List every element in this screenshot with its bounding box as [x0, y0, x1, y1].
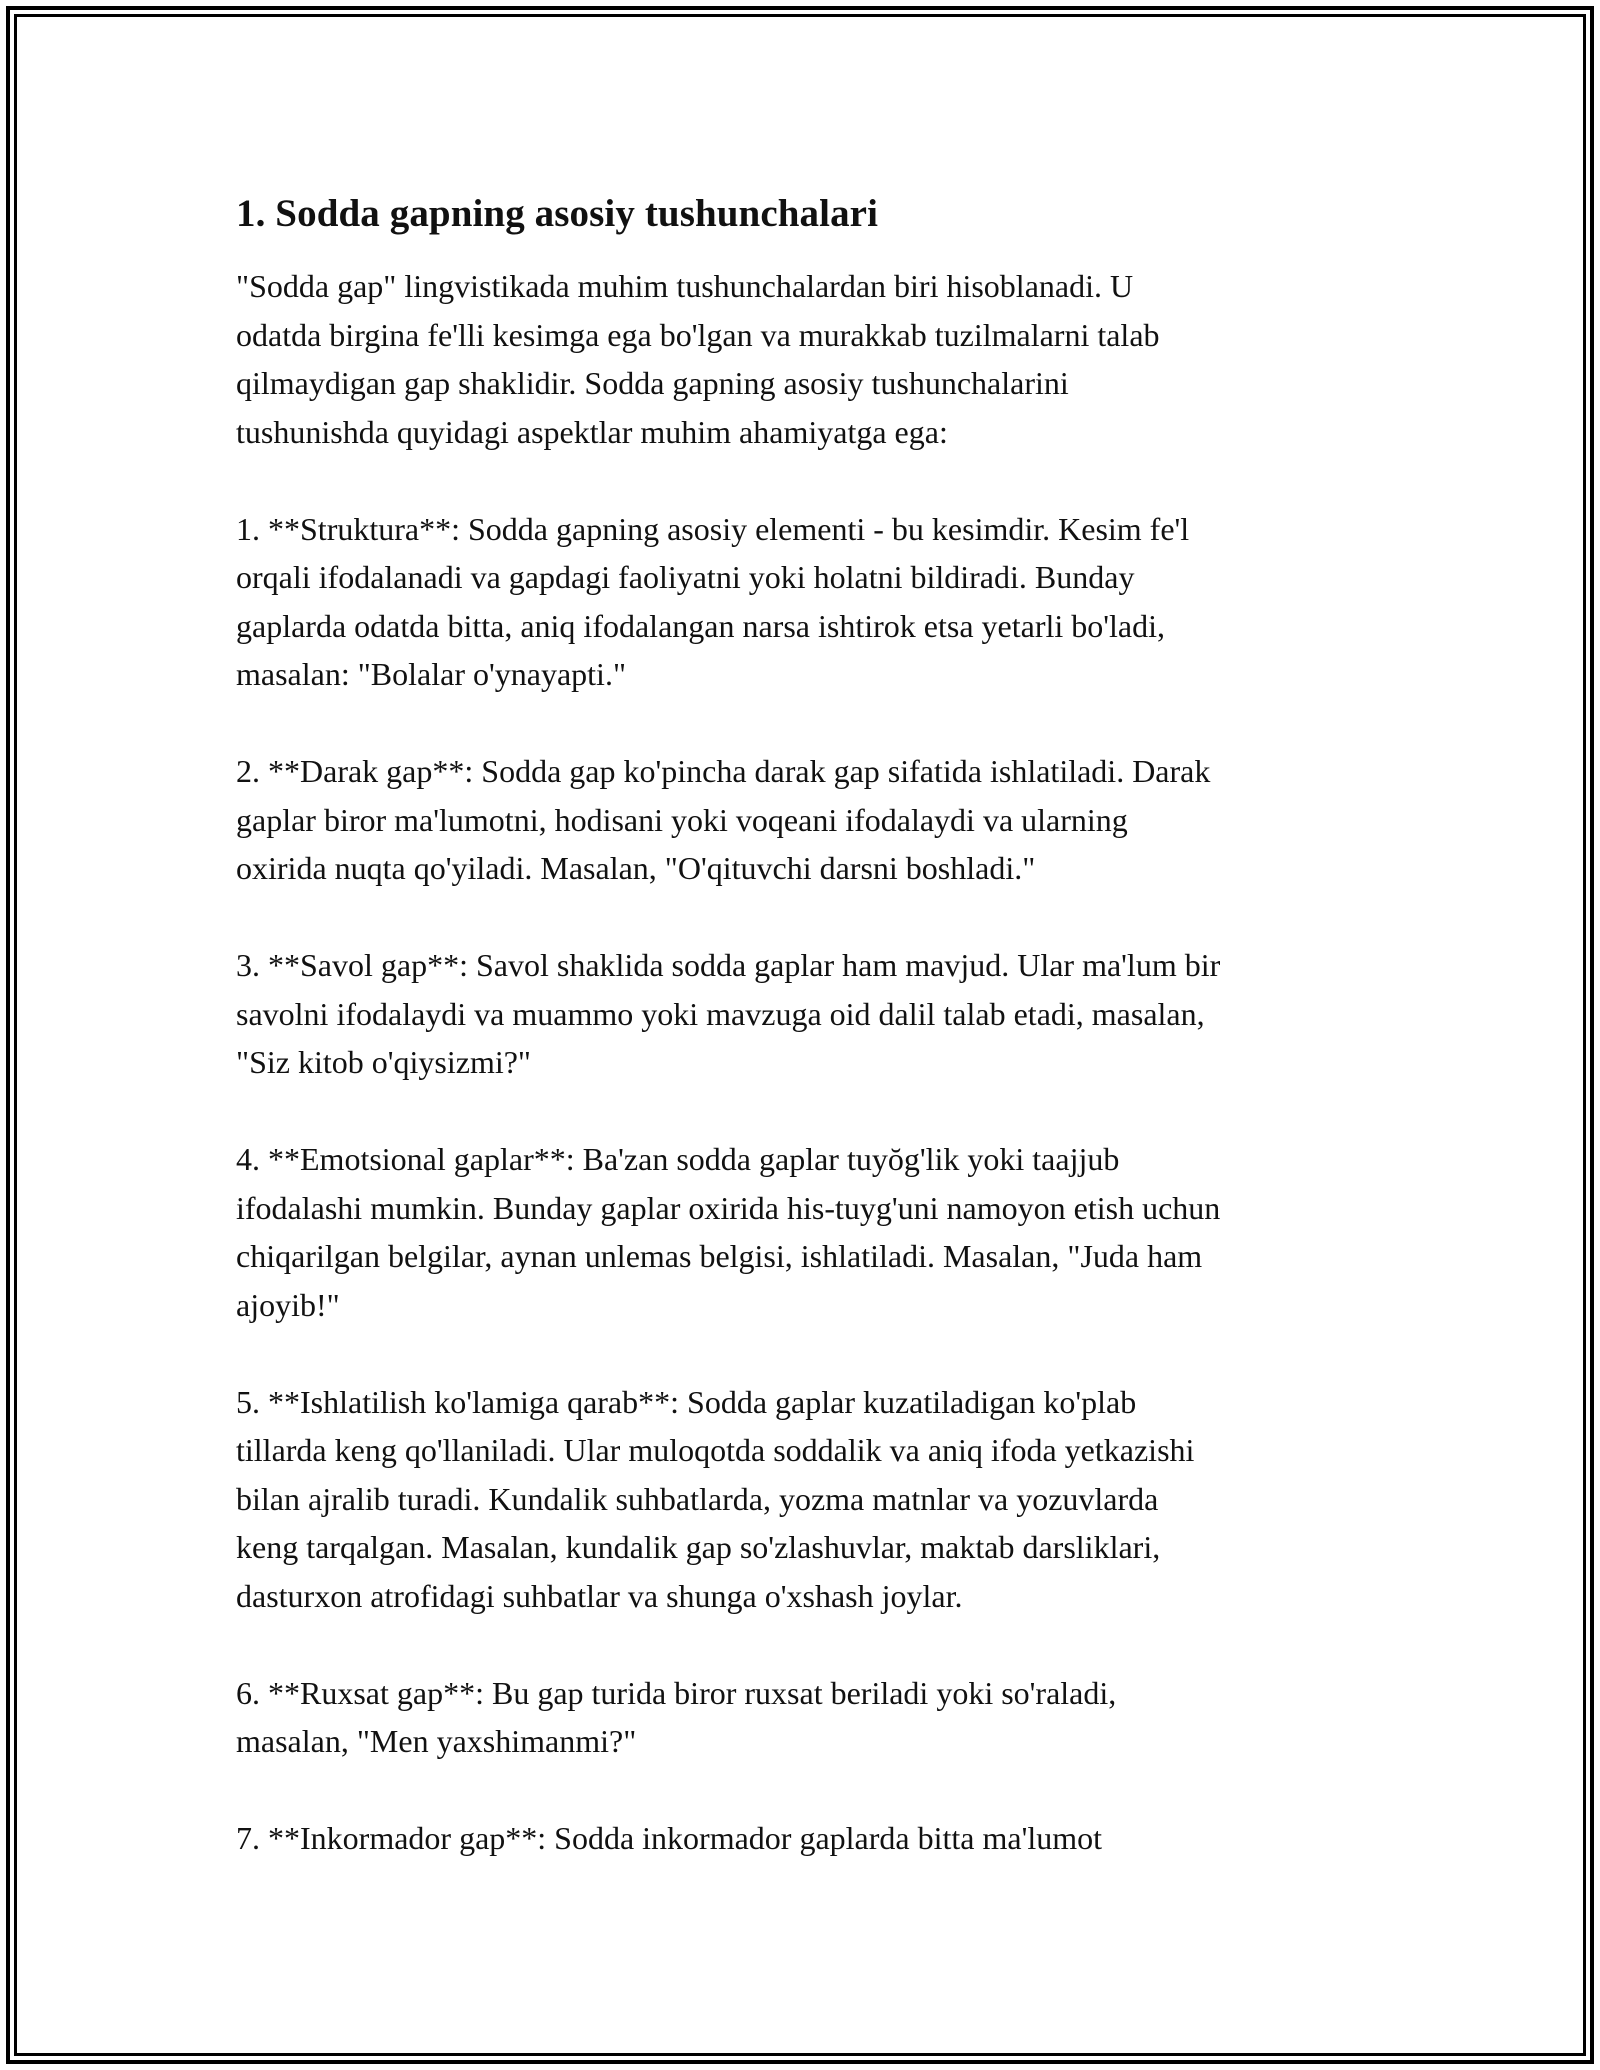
- text-line: odatda birgina fe'lli kesimga ega bo'lgan va murakkab tuzilmalarni talab: [236, 316, 1160, 353]
- text-line: "Sodda gap" lingvistikada muhim tushunchalardan biri hisoblanadi. U: [236, 268, 1134, 304]
- text-line: 1. **Struktura**: Sodda gapning asosiy elementi - bu kesimdir. Kesim fe'l: [236, 510, 1190, 547]
- document-body: [236, 188, 1376, 1911]
- text-line: tillarda keng qo'llaniladi. Ular muloqotda soddalik va aniq ifoda yetkazishi: [236, 1432, 1195, 1468]
- text-line: ifodalashi mumkin. Bunday gaplar oxirida his-tuyg'uni namoyon etish uchun: [236, 1189, 1221, 1226]
- text-line: keng tarqalgan. Masalan, kundalik gap so'zlashuvlar, maktab darsliklari,: [236, 1529, 1161, 1565]
- text-line: 4. **Emotsional gaplar**: Ba'zan sodda gaplar tuyŏg'lik yoki taajjub: [236, 1141, 1120, 1177]
- section-heading: 1. Sodda gapning asosiy tushunchalari: [236, 192, 879, 235]
- text-line: savolni ifodalaydi va muammo yoki mavzuga oid dalil talab etadi, masalan,: [236, 995, 1205, 1032]
- paragraph-list: [236, 262, 1376, 1863]
- text-line: orqali ifodalanadi va gapdagi faoliyatni yoki holatni bildiradi. Bunday: [236, 559, 1135, 595]
- text-line: dasturxon atrofidagi suhbatlar va shunga o'xshash joylar.: [236, 1577, 963, 1614]
- text-line: "Siz kitob o'qiysizmi?": [236, 1044, 531, 1080]
- text-line: 3. **Savol gap**: Savol shaklida sodda gaplar ham mavjud. Ular ma'lum bir: [236, 947, 1221, 983]
- text-line: 2. **Darak gap**: Sodda gap ko'pincha darak gap sifatida ishlatiladi. Darak: [236, 753, 1211, 789]
- list-item-paragraph: [236, 505, 1376, 699]
- list-item-paragraph: [236, 1135, 1376, 1329]
- text-line: masalan: "Bolalar o'ynayapti.": [236, 656, 626, 692]
- text-line: qilmaydigan gap shaklidir. Sodda gapning asosiy tushunchalarini: [236, 365, 1069, 401]
- text-line: gaplarda odatda bitta, aniq ifodalangan narsa ishtirok etsa yetarli bo'ladi,: [236, 607, 1165, 644]
- list-item-paragraph: [236, 941, 1376, 1087]
- text-line: oxirida nuqta qo'yiladi. Masalan, "O'qituvchi darsni boshladi.": [236, 850, 1036, 886]
- text-line: 6. **Ruxsat gap**: Bu gap turida biror ruxsat beriladi yoki so'raladi,: [236, 1674, 1117, 1711]
- list-item-paragraph: [236, 1378, 1376, 1621]
- text-line: tushunishda quyidagi aspektlar muhim ahamiyatga ega:: [236, 413, 948, 450]
- text-line: chiqarilgan belgilar, aynan unlemas belgisi, ishlatiladi. Masalan, "Juda ham: [236, 1238, 1203, 1274]
- text-line: bilan ajralib turadi. Kundalik suhbatlarda, yozma matnlar va yozuvlarda: [236, 1480, 1159, 1517]
- text-line: 5. **Ishlatilish ko'lamiga qarab**: Sodda gaplar kuzatiladigan ko'plab: [236, 1383, 1137, 1420]
- list-item-paragraph: [236, 1814, 1376, 1863]
- text-line: masalan, "Men yaxshimanmi?": [236, 1723, 637, 1759]
- text-line: gaplar biror ma'lumotni, hodisani yoki voqeani ifodalaydi va ularning: [236, 801, 1128, 838]
- text-line: ajoyib!": [236, 1286, 340, 1323]
- intro-paragraph: [236, 262, 1376, 456]
- text-line: 7. **Inkormador gap**: Sodda inkormador gaplarda bitta ma'lumot: [236, 1820, 1103, 1856]
- list-item-paragraph: [236, 747, 1376, 893]
- list-item-paragraph: [236, 1669, 1376, 1766]
